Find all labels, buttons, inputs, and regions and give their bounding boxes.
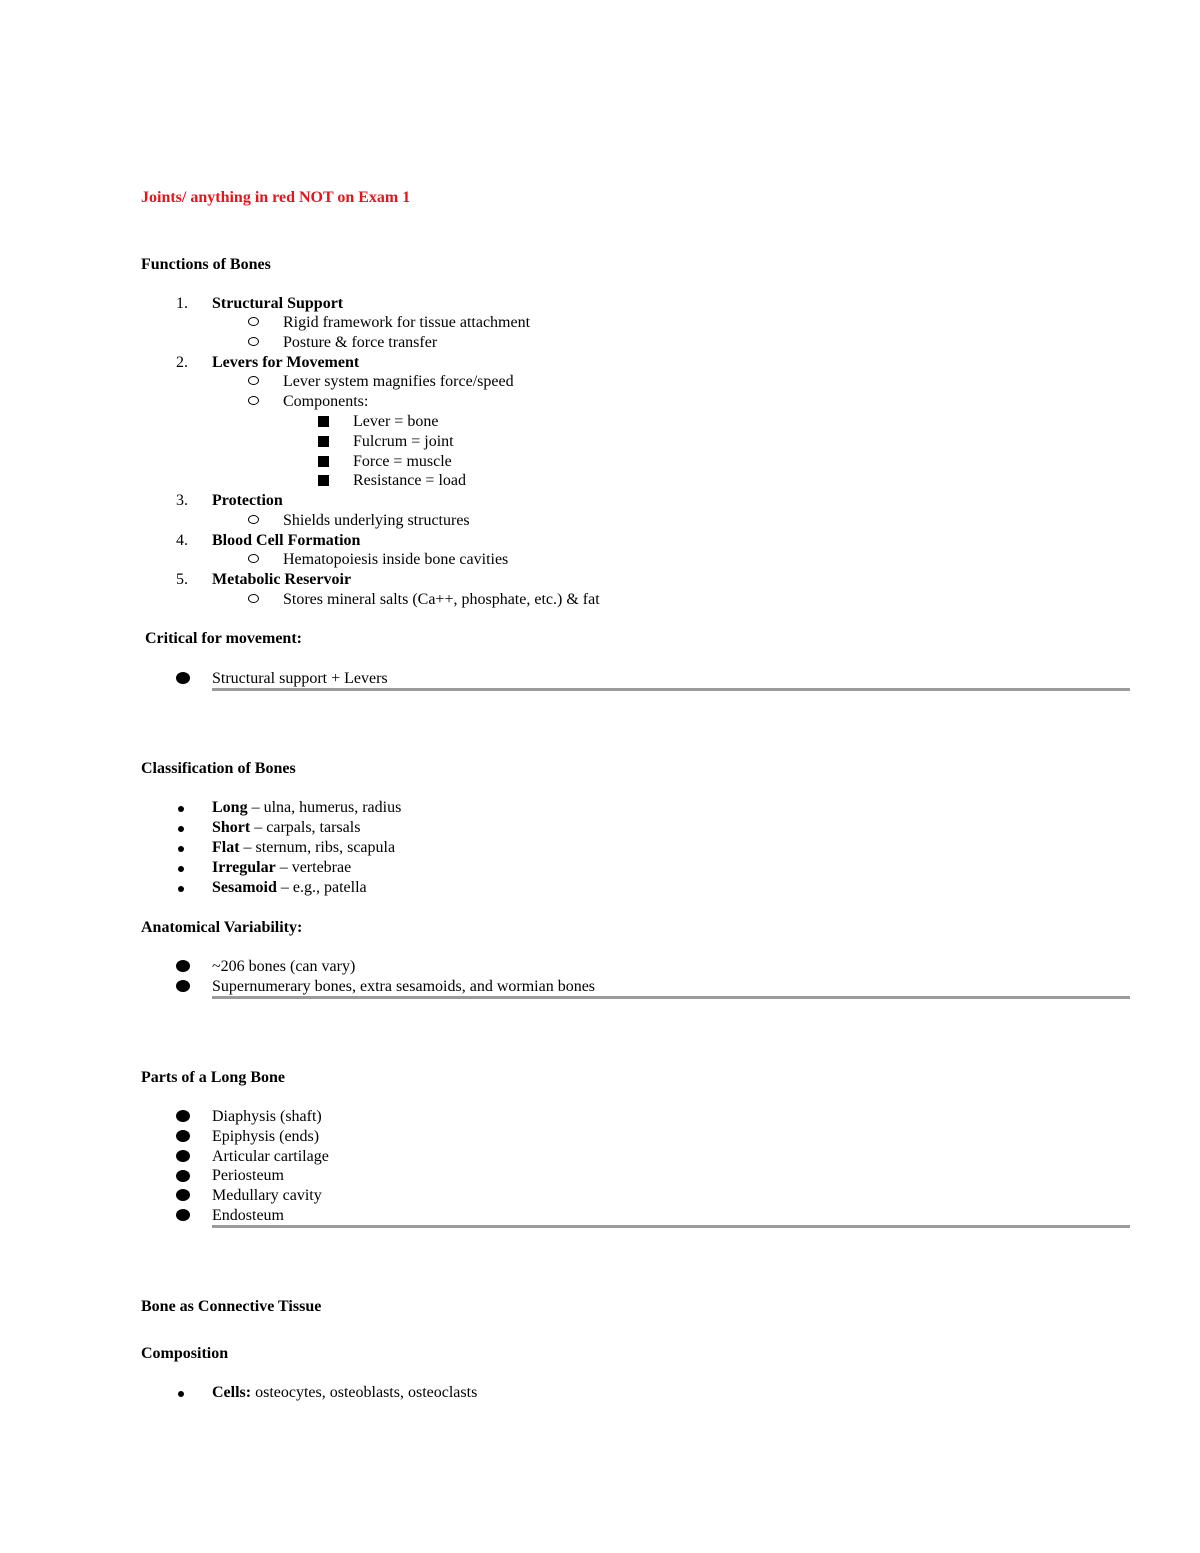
classification-desc: – vertebrae xyxy=(275,859,352,876)
function-item-label: Levers for Movement xyxy=(212,354,360,371)
long-bone-heading: Parts of a Long Bone xyxy=(141,1069,285,1086)
long-bone-part: Diaphysis (shaft) xyxy=(212,1108,322,1125)
composition-desc: osteocytes, osteoblasts, osteoclasts xyxy=(251,1384,478,1401)
function-item-label: Blood Cell Formation xyxy=(212,532,361,549)
function-item-label: Protection xyxy=(212,492,283,509)
classification-term: Sesamoid xyxy=(212,879,277,896)
classification-term: Long xyxy=(212,799,248,816)
square-bullet-icon xyxy=(318,416,329,427)
list-number: 1. xyxy=(176,295,188,312)
function-sub-item: Posture & force transfer xyxy=(283,334,438,351)
hollow-circle-bullet-icon xyxy=(248,554,259,563)
filled-circle-bullet-icon xyxy=(176,1110,190,1122)
long-bone-part: Articular cartilage xyxy=(212,1148,329,1165)
classification-item xyxy=(212,878,367,898)
filled-circle-bullet-icon xyxy=(176,1209,190,1221)
critical-heading: Critical for movement: xyxy=(145,630,302,647)
classification-item xyxy=(212,818,360,838)
long-bone-part: Medullary cavity xyxy=(212,1187,322,1204)
classification-desc: – ulna, humerus, radius xyxy=(247,799,402,816)
function-sub-item: Shields underlying structures xyxy=(283,512,470,529)
function-sub-item: Components: xyxy=(283,393,369,410)
hollow-circle-bullet-icon xyxy=(248,337,259,346)
composition-term: Cells: xyxy=(212,1384,252,1401)
connective-heading: Bone as Connective Tissue xyxy=(141,1298,322,1315)
classification-term: Irregular xyxy=(212,859,276,876)
list-number: 3. xyxy=(176,492,188,509)
variability-item: Supernumerary bones, extra sesamoids, and wormian bones xyxy=(212,978,596,995)
list-number: 2. xyxy=(176,354,188,371)
hollow-circle-bullet-icon xyxy=(248,396,259,405)
classification-desc: – sternum, ribs, scapula xyxy=(239,839,396,856)
composition-heading: Composition xyxy=(141,1345,229,1362)
exam-notice: Joints/ anything in red NOT on Exam 1 xyxy=(141,189,411,206)
classification-desc: – e.g., patella xyxy=(276,879,367,896)
classification-heading: Classification of Bones xyxy=(141,760,296,777)
horizontal-divider xyxy=(212,688,1130,691)
functions-heading: Functions of Bones xyxy=(141,256,271,273)
long-bone-part: Endosteum xyxy=(212,1207,284,1224)
component-item: Lever = bone xyxy=(353,413,439,430)
component-item: Fulcrum = joint xyxy=(353,433,454,450)
variability-item: ~206 bones (can vary) xyxy=(212,958,356,975)
classification-term: Flat xyxy=(212,839,240,856)
long-bone-part: Periosteum xyxy=(212,1167,284,1184)
function-sub-item: Hematopoiesis inside bone cavities xyxy=(283,551,509,568)
horizontal-divider xyxy=(212,1225,1130,1228)
hollow-circle-bullet-icon xyxy=(248,376,259,385)
filled-circle-bullet-icon xyxy=(176,1130,190,1142)
square-bullet-icon xyxy=(318,456,329,467)
classification-desc: – carpals, tarsals xyxy=(250,819,361,836)
list-number: 5. xyxy=(176,571,188,588)
classification-term: Short xyxy=(212,819,251,836)
component-item: Force = muscle xyxy=(353,453,452,470)
small-bullet-icon xyxy=(178,1391,184,1397)
square-bullet-icon xyxy=(318,436,329,447)
function-item-label: Metabolic Reservoir xyxy=(212,571,352,588)
hollow-circle-bullet-icon xyxy=(248,515,259,524)
critical-item: Structural support + Levers xyxy=(212,670,388,687)
composition-item xyxy=(212,1383,477,1403)
function-item-label: Structural Support xyxy=(212,295,344,312)
variability-heading: Anatomical Variability: xyxy=(141,919,303,936)
small-bullet-icon xyxy=(178,846,184,852)
filled-circle-bullet-icon xyxy=(176,1150,190,1162)
filled-circle-bullet-icon xyxy=(176,980,190,992)
square-bullet-icon xyxy=(318,475,329,486)
filled-circle-bullet-icon xyxy=(176,960,190,972)
classification-item xyxy=(212,858,351,878)
filled-circle-bullet-icon xyxy=(176,672,190,684)
filled-circle-bullet-icon xyxy=(176,1170,190,1182)
component-item: Resistance = load xyxy=(353,472,466,489)
classification-item xyxy=(212,838,395,858)
small-bullet-icon xyxy=(178,826,184,832)
long-bone-part: Epiphysis (ends) xyxy=(212,1128,320,1145)
hollow-circle-bullet-icon xyxy=(248,317,259,326)
horizontal-divider xyxy=(212,996,1130,999)
classification-item xyxy=(212,798,401,818)
hollow-circle-bullet-icon xyxy=(248,594,259,603)
function-sub-item: Stores mineral salts (Ca++, phosphate, etc.) & fat xyxy=(283,591,600,608)
small-bullet-icon xyxy=(178,866,184,872)
function-sub-item: Lever system magnifies force/speed xyxy=(283,373,514,390)
function-sub-item: Rigid framework for tissue attachment xyxy=(283,314,531,331)
small-bullet-icon xyxy=(178,886,184,892)
filled-circle-bullet-icon xyxy=(176,1189,190,1201)
small-bullet-icon xyxy=(178,806,184,812)
list-number: 4. xyxy=(176,532,188,549)
